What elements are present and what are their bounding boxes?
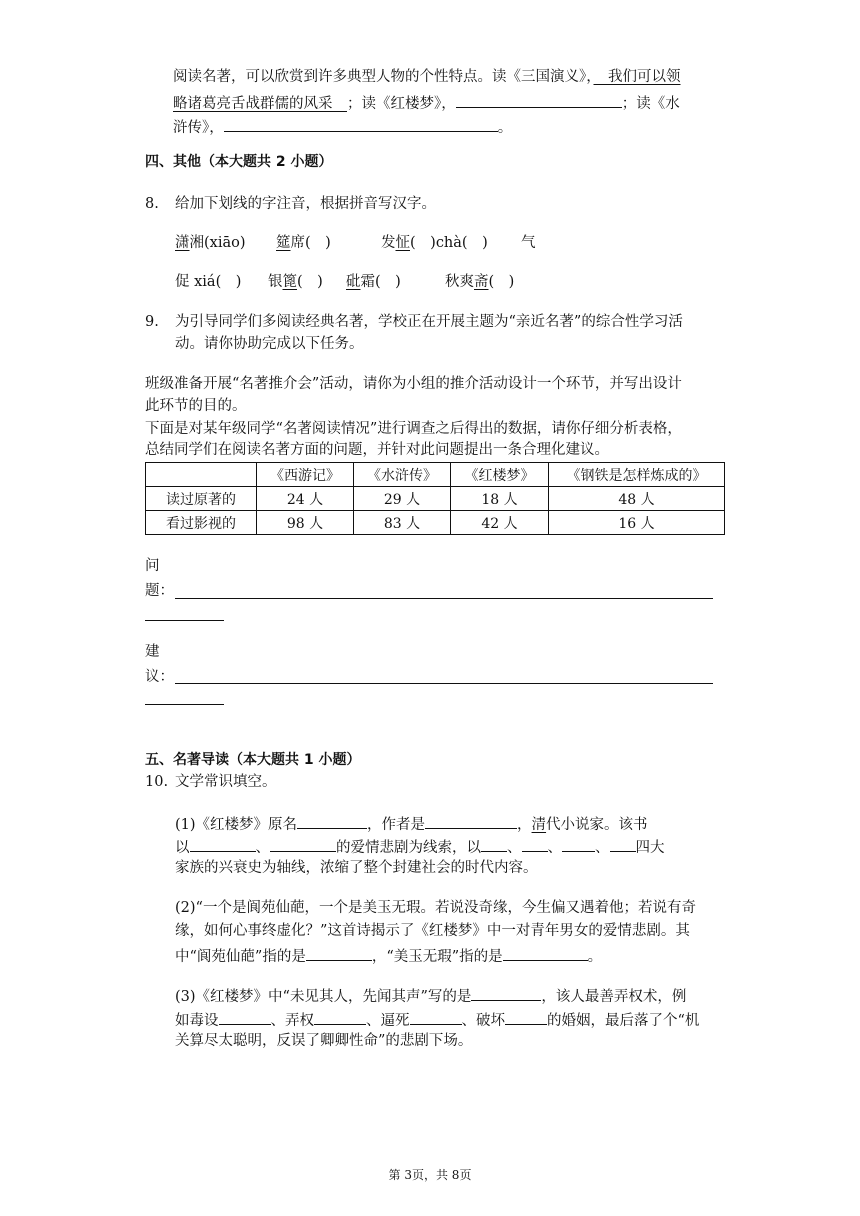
q8-item: 秋爽斋( ) — [445, 274, 515, 290]
problem-answer-line[interactable] — [175, 598, 713, 599]
blank[interactable] — [503, 944, 588, 961]
q7-line-3: 浒传》， 。 — [173, 115, 512, 138]
table-header-row — [146, 463, 725, 487]
q9-task-1: 此环节的目的。 — [145, 398, 247, 414]
q10-part-2: (2)“一个是阆苑仙葩，一个是美玉无瑕。若说没奇缘，今生偏又遇着他；若说有奇 — [175, 900, 696, 916]
q10-number: 10. — [145, 774, 169, 790]
advice-label: 建 — [145, 644, 160, 660]
table-cell: 读过原著的 — [146, 487, 257, 511]
table-header-cell — [146, 463, 257, 487]
q7-line-1: 阅读名著，可以欣赏到许多典型人物的个性特点。读《三国演义》， 我们可以领 — [173, 69, 681, 85]
q8-stem: 给加下划线的字注音，根据拼音写汉字。 — [175, 196, 436, 212]
q7-answer-example: 我们可以领 — [593, 69, 681, 85]
blank[interactable] — [481, 835, 507, 852]
blank[interactable] — [562, 835, 595, 852]
advice-label: 议： — [145, 669, 174, 685]
blank[interactable] — [505, 1008, 547, 1025]
table-cell: 42 人 — [451, 511, 549, 535]
q8-item: 潇湘(xiāo) — [175, 235, 246, 251]
blank[interactable] — [522, 835, 548, 852]
advice-answer-line[interactable] — [145, 704, 224, 705]
blank[interactable] — [306, 944, 372, 961]
q8-item: 砒霜( ) — [346, 274, 401, 290]
q10-part-1: 以 、 的爱情悲剧为线索，以 、 、 、 四大 — [175, 835, 665, 858]
q8-number: 8. — [145, 196, 159, 212]
q8-item: 银篦( ) — [268, 274, 323, 290]
q10-stem: 文学常识填空。 — [175, 774, 277, 790]
problem-answer-line[interactable] — [145, 620, 224, 621]
table-row — [146, 511, 725, 535]
table-cell: 29 人 — [354, 487, 451, 511]
q10-part-2: 缘，如何心事终虚化？”这首诗揭示了《红楼梦》中一对青年男女的爱情悲剧。其 — [175, 923, 690, 939]
table-cell: 看过影视的 — [146, 511, 257, 535]
table-cell: 83 人 — [354, 511, 451, 535]
q7-line-2: 略诸葛亮舌战群儒的风采 ；读《红楼梦》， ；读《水 — [173, 91, 680, 114]
q8-item: 筵席( ) — [276, 235, 331, 251]
q9-number: 9. — [145, 314, 159, 330]
q9-stem: 为引导同学们多阅读经典名著，学校正在开展主题为“亲近名著”的综合性学习活 — [175, 314, 683, 330]
blank[interactable] — [190, 835, 256, 852]
table-cell: 98 人 — [257, 511, 354, 535]
table-cell: 24 人 — [257, 487, 354, 511]
table-cell: 16 人 — [549, 511, 725, 535]
q9-task-2: 下面是对某年级同学“名著阅读情况”进行调查之后得出的数据，请你仔细分析表格， — [145, 421, 682, 437]
advice-answer-line[interactable] — [175, 683, 713, 684]
table-cell: 18 人 — [451, 487, 549, 511]
q10-part-2: 中“阆苑仙葩”指的是 ，“美玉无瑕”指的是 。 — [175, 944, 602, 967]
blank[interactable] — [314, 1008, 366, 1025]
section-5-heading: 五、名著导读（本大题共 1 小题） — [145, 752, 361, 768]
q10-part-1: 家族的兴衰史为轴线，浓缩了整个封建社会的时代内容。 — [175, 860, 538, 876]
q8-item: 发怔( )chà( ) — [381, 235, 488, 251]
q8-item: 气 — [521, 235, 536, 251]
section-4-heading: 四、其他（本大题共 2 小题） — [145, 154, 333, 170]
q7-answer-example-cont: 略诸葛亮舌战群儒的风采 — [173, 96, 347, 112]
blank[interactable] — [610, 835, 636, 852]
page-footer: 第 3页，共 8页 — [388, 1168, 472, 1182]
table-header-cell: 《红楼梦》 — [451, 463, 549, 487]
problem-label: 问 — [145, 558, 160, 574]
table-header-cell: 《水浒传》 — [354, 463, 451, 487]
q10-part-3: 关算尽太聪明，反误了卿卿性命”的悲剧下场。 — [175, 1033, 473, 1049]
q8-item: 促 xiá( ) — [175, 274, 242, 290]
q9-task-2: 总结同学们在阅读名著方面的问题，并针对此问题提出一条合理化建议。 — [145, 442, 609, 458]
blank[interactable] — [270, 835, 336, 852]
table-header-cell: 《西游记》 — [257, 463, 354, 487]
blank[interactable] — [410, 1008, 462, 1025]
q10-part-3: (3)《红楼梦》中“未见其人，先闻其声”写的是 ，该人最善弄权术，例 — [175, 984, 686, 1007]
blank[interactable] — [471, 984, 541, 1001]
table-cell: 48 人 — [549, 487, 725, 511]
q9-stem: 动。请你协助完成以下任务。 — [175, 336, 364, 352]
q10-part-3: 如毒设 、弄权 、逼死 、破坏 的婚姻，最后落了个“机 — [175, 1008, 699, 1031]
blank[interactable] — [297, 812, 367, 829]
blank[interactable] — [425, 812, 517, 829]
problem-label: 题： — [145, 583, 174, 599]
table-row — [146, 487, 725, 511]
table-header-cell: 《钢铁是怎样炼成的》 — [549, 463, 725, 487]
q7-blank-shuihu[interactable] — [224, 115, 498, 132]
q7-blank-honglou[interactable] — [456, 91, 622, 108]
blank[interactable] — [219, 1008, 271, 1025]
q9-task-1: 班级准备开展“名著推介会”活动，请你为小组的推介活动设计一个环节，并写出设计 — [145, 376, 682, 392]
q10-part-1: (1)《红楼梦》原名 ，作者是 ，清代小说家。该书 — [175, 812, 648, 835]
reading-survey-table — [145, 462, 725, 535]
